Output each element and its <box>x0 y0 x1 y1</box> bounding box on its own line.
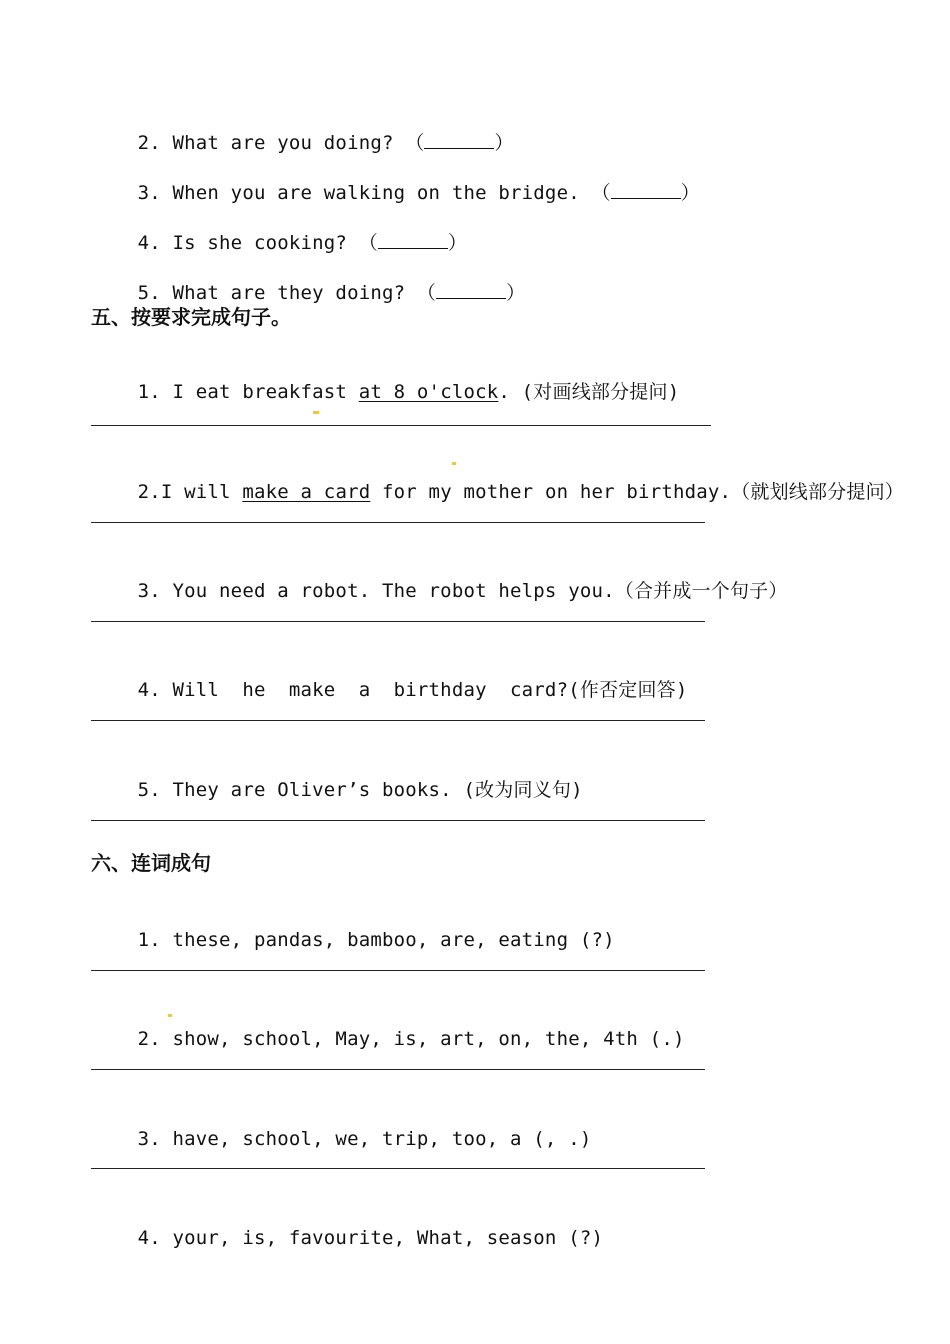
section6-heading: 六、连词成句 <box>91 851 211 875</box>
sentence-item-4: 4. Will he make a birthday card?(作否定回答) <box>137 679 688 701</box>
sentence-item-3: 3. You need a robot. The robot helps you.（合并成一个句子） <box>137 580 788 602</box>
reorder-item-2: 2. show, school, May, is, art, on, the, 4th (.) <box>137 1028 685 1050</box>
reorder-item-1: 1. these, pandas, bamboo, are, eating (?) <box>137 929 615 951</box>
stray-mark <box>313 411 319 414</box>
sentence-item-1: 1. I eat breakfast at 8 o'clock. (对画线部分提问) <box>137 381 680 403</box>
answer-line-6-2[interactable] <box>91 1069 705 1070</box>
stray-mark <box>168 1014 172 1017</box>
sentence-item-2: 2.I will make a card for my mother on her birthday.（就划线部分提问） <box>137 481 904 503</box>
judge-item-3: 3. When you are walking on the bridge. （ ） <box>137 182 700 204</box>
underlined-phrase: make a card <box>242 481 371 503</box>
section5-heading: 五、按要求完成句子。 <box>91 305 291 329</box>
answer-blank[interactable] <box>611 181 681 199</box>
answer-line-6-1[interactable] <box>91 970 705 971</box>
sentence-item-5: 5. They are Oliver’s books. (改为同义句) <box>137 779 583 801</box>
reorder-item-3: 3. have, school, we, trip, too, a (, .) <box>137 1128 592 1150</box>
underlined-phrase: at 8 o'clock <box>358 381 499 403</box>
answer-line-5-5[interactable] <box>91 820 705 821</box>
answer-line-5-4[interactable] <box>91 720 705 721</box>
judge-item-5: 5. What are they doing? （ ） <box>137 282 526 304</box>
answer-blank[interactable] <box>424 131 494 149</box>
stray-mark <box>452 462 456 465</box>
answer-blank[interactable] <box>378 231 448 249</box>
answer-line-5-2[interactable] <box>91 522 705 523</box>
answer-line-5-1[interactable] <box>91 425 711 426</box>
answer-blank[interactable] <box>436 281 506 299</box>
reorder-item-4: 4. your, is, favourite, What, season (?) <box>137 1227 604 1249</box>
answer-line-5-3[interactable] <box>91 621 705 622</box>
judge-item-4: 4. Is she cooking? （ ） <box>137 232 468 254</box>
answer-line-6-3[interactable] <box>91 1168 705 1169</box>
judge-item-2: 2. What are you doing? （ ） <box>137 132 514 154</box>
